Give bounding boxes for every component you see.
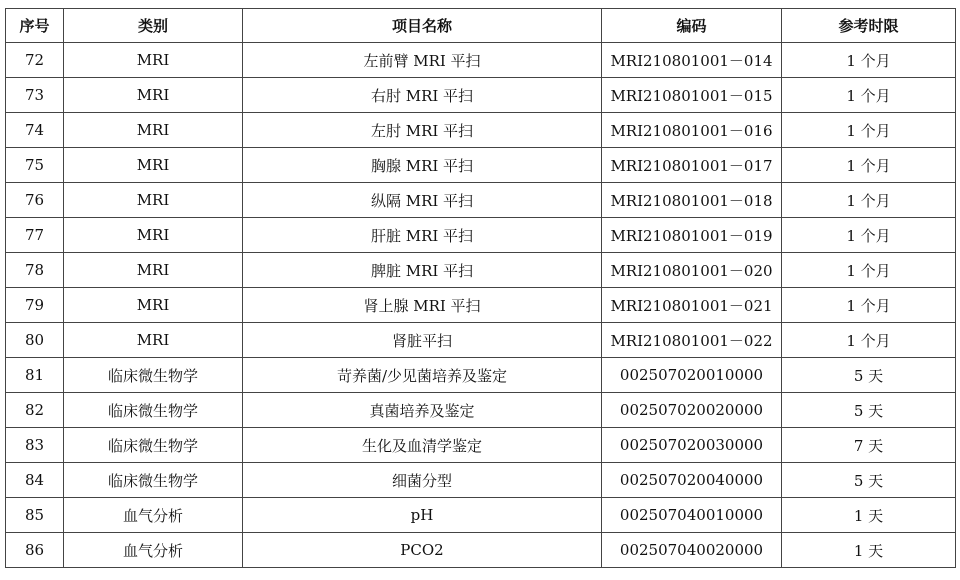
cell-code: MRI210801001－014 (602, 43, 782, 78)
cell-category: 临床微生物学 (64, 358, 243, 393)
cell-code: MRI210801001－021 (602, 288, 782, 323)
cell-serial-number: 78 (6, 253, 64, 288)
cell-item-name: pH (243, 498, 602, 533)
cell-serial-number: 72 (6, 43, 64, 78)
cell-category: MRI (64, 253, 243, 288)
cell-reference-time-limit: 1 个月 (782, 323, 956, 358)
cell-item-name: 苛养菌/少见菌培养及鉴定 (243, 358, 602, 393)
cell-reference-time-limit: 5 天 (782, 358, 956, 393)
cell-serial-number: 83 (6, 428, 64, 463)
cell-category: 血气分析 (64, 533, 243, 568)
table-row (6, 533, 956, 568)
cell-category: 血气分析 (64, 498, 243, 533)
cell-code: MRI210801001－019 (602, 218, 782, 253)
cell-code: MRI210801001－016 (602, 113, 782, 148)
cell-code: 002507040020000 (602, 533, 782, 568)
cell-serial-number: 76 (6, 183, 64, 218)
cell-item-name: 胸腺 MRI 平扫 (243, 148, 602, 183)
table-row (6, 218, 956, 253)
cell-item-name: 脾脏 MRI 平扫 (243, 253, 602, 288)
cell-category: 临床微生物学 (64, 463, 243, 498)
header-code: 编码 (602, 9, 782, 43)
reference-time-table (5, 8, 956, 568)
cell-code: MRI210801001－020 (602, 253, 782, 288)
table-row (6, 393, 956, 428)
table-row (6, 43, 956, 78)
cell-item-name: 肝脏 MRI 平扫 (243, 218, 602, 253)
cell-category: MRI (64, 43, 243, 78)
cell-code: 002507020030000 (602, 428, 782, 463)
table-body (6, 43, 956, 568)
cell-code: MRI210801001－022 (602, 323, 782, 358)
cell-item-name: 肾上腺 MRI 平扫 (243, 288, 602, 323)
table-row (6, 498, 956, 533)
cell-serial-number: 73 (6, 78, 64, 113)
cell-serial-number: 74 (6, 113, 64, 148)
cell-code: 002507020040000 (602, 463, 782, 498)
cell-item-name: 左前臂 MRI 平扫 (243, 43, 602, 78)
cell-reference-time-limit: 7 天 (782, 428, 956, 463)
cell-serial-number: 77 (6, 218, 64, 253)
header-item-name: 项目名称 (243, 9, 602, 43)
cell-reference-time-limit: 1 个月 (782, 183, 956, 218)
table-row (6, 428, 956, 463)
cell-item-name: 细菌分型 (243, 463, 602, 498)
cell-item-name: 真菌培养及鉴定 (243, 393, 602, 428)
cell-category: MRI (64, 148, 243, 183)
cell-serial-number: 81 (6, 358, 64, 393)
cell-serial-number: 82 (6, 393, 64, 428)
table-row (6, 288, 956, 323)
header-reference-time-limit: 参考时限 (782, 9, 956, 43)
cell-item-name: 生化及血清学鉴定 (243, 428, 602, 463)
cell-reference-time-limit: 1 个月 (782, 78, 956, 113)
table-row (6, 463, 956, 498)
cell-serial-number: 85 (6, 498, 64, 533)
cell-code: 002507040010000 (602, 498, 782, 533)
table-row (6, 323, 956, 358)
cell-category: MRI (64, 323, 243, 358)
table-row (6, 358, 956, 393)
cell-code: 002507020020000 (602, 393, 782, 428)
cell-category: MRI (64, 218, 243, 253)
cell-category: 临床微生物学 (64, 393, 243, 428)
cell-serial-number: 86 (6, 533, 64, 568)
cell-item-name: 左肘 MRI 平扫 (243, 113, 602, 148)
cell-reference-time-limit: 1 个月 (782, 288, 956, 323)
cell-serial-number: 75 (6, 148, 64, 183)
cell-serial-number: 84 (6, 463, 64, 498)
cell-serial-number: 80 (6, 323, 64, 358)
table-row (6, 113, 956, 148)
cell-reference-time-limit: 1 个月 (782, 43, 956, 78)
cell-category: MRI (64, 78, 243, 113)
cell-code: MRI210801001－015 (602, 78, 782, 113)
table-row (6, 148, 956, 183)
cell-reference-time-limit: 1 天 (782, 498, 956, 533)
header-category: 类别 (64, 9, 243, 43)
cell-code: MRI210801001－017 (602, 148, 782, 183)
cell-item-name: PCO2 (243, 533, 602, 568)
cell-item-name: 纵隔 MRI 平扫 (243, 183, 602, 218)
cell-category: MRI (64, 288, 243, 323)
cell-item-name: 肾脏平扫 (243, 323, 602, 358)
cell-category: 临床微生物学 (64, 428, 243, 463)
header-serial-number: 序号 (6, 9, 64, 43)
cell-reference-time-limit: 1 个月 (782, 113, 956, 148)
cell-category: MRI (64, 113, 243, 148)
table-row (6, 183, 956, 218)
cell-reference-time-limit: 1 天 (782, 533, 956, 568)
cell-reference-time-limit: 1 个月 (782, 218, 956, 253)
cell-code: MRI210801001－018 (602, 183, 782, 218)
cell-serial-number: 79 (6, 288, 64, 323)
cell-reference-time-limit: 5 天 (782, 463, 956, 498)
table-row (6, 78, 956, 113)
table-header-row (6, 9, 956, 43)
cell-reference-time-limit: 1 个月 (782, 148, 956, 183)
cell-reference-time-limit: 5 天 (782, 393, 956, 428)
cell-item-name: 右肘 MRI 平扫 (243, 78, 602, 113)
table-row (6, 253, 956, 288)
cell-reference-time-limit: 1 个月 (782, 253, 956, 288)
cell-code: 002507020010000 (602, 358, 782, 393)
cell-category: MRI (64, 183, 243, 218)
